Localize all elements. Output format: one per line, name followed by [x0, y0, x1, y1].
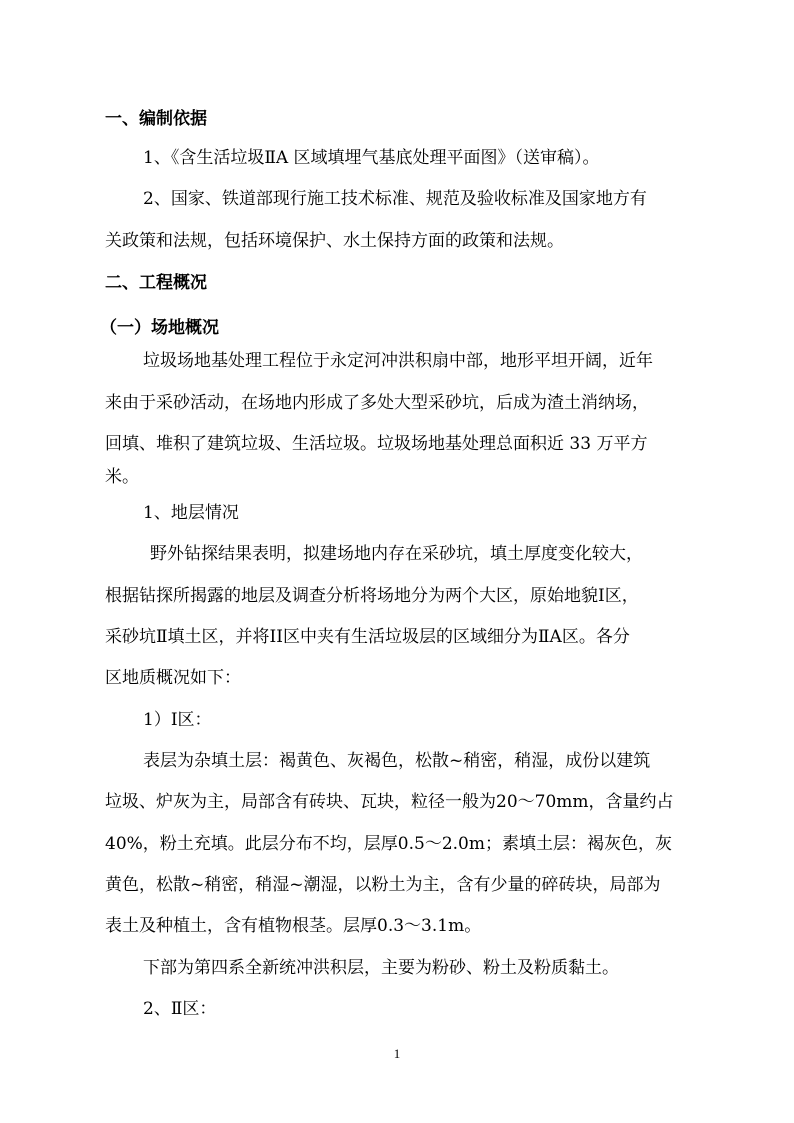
- zone2-heading: 2、Ⅱ区：: [143, 999, 217, 1019]
- page-number: 1: [393, 1046, 401, 1061]
- basis-item-1: 1、《含生活垃圾ⅡA 区域填埋气基底处理平面图》（送审稿）。: [143, 148, 600, 168]
- strata-para-line-2: 根据钻探所揭露的地层及调查分析将场地分为两个大区，原始地貌Ⅰ区，: [105, 586, 639, 606]
- subsection-heading-site: （一）场地概况: [100, 318, 219, 338]
- basis-item-2-cont: 关政策和法规，包括环境保护、水土保持方面的政策和法规。: [105, 231, 564, 251]
- site-para-line-4: 米。: [105, 467, 139, 487]
- zone1-para-line-4: 黄色，松散~稍密，稍湿~潮湿，以粉土为主，含有少量的碎砖块，局部为: [105, 875, 661, 895]
- site-para-line-3: 回填、堆积了建筑垃圾、生活垃圾。垃圾场地基处理总面积近 33 万平方: [105, 434, 648, 454]
- strata-heading: 1、地层情况: [143, 503, 239, 523]
- basis-item-2: 2、国家、铁道部现行施工技术标准、规范及验收标准及国家地方有: [143, 189, 647, 209]
- zone1-para-line-1: 表层为杂填土层：褐黄色、灰褐色，松散~稍密，稍湿，成份以建筑: [143, 751, 651, 771]
- zone1-para-line-3: 40%，粉土充填。此层分布不均，层厚0.5～2.0m；素填土层：褐灰色，灰: [105, 834, 672, 854]
- strata-para-line-1: 野外钻探结果表明，拟建场地内存在采砂坑，填土厚度变化较大，: [150, 544, 643, 564]
- zone1-para-line-5: 表土及种植土，含有植物根茎。层厚0.3～3.1m。: [105, 916, 482, 936]
- zone1-lower-para: 下部为第四系全新统冲洪积层，主要为粉砂、粉土及粉质黏土。: [143, 958, 619, 978]
- strata-para-line-4: 区地质概况如下：: [105, 668, 241, 688]
- site-para-line-1: 垃圾场地基处理工程位于永定河冲洪积扇中部，地形平坦开阔，近年: [143, 351, 653, 371]
- zone1-para-line-2: 垃圾、炉灰为主，局部含有砖块、瓦块，粒径一般为20～70mm，含量约占: [105, 792, 674, 812]
- section-heading-overview: 二、工程概况: [105, 273, 207, 293]
- site-para-line-2: 来由于采砂活动，在场地内形成了多处大型采砂坑，后成为渣土消纳场，: [105, 393, 649, 413]
- zone1-heading: 1）Ⅰ区：: [143, 710, 212, 730]
- strata-para-line-3: 采砂坑Ⅱ填土区，并将II区中夹有生活垃圾层的区域细分为ⅡA区。各分: [105, 627, 630, 647]
- section-heading-basis: 一、编制依据: [105, 109, 207, 129]
